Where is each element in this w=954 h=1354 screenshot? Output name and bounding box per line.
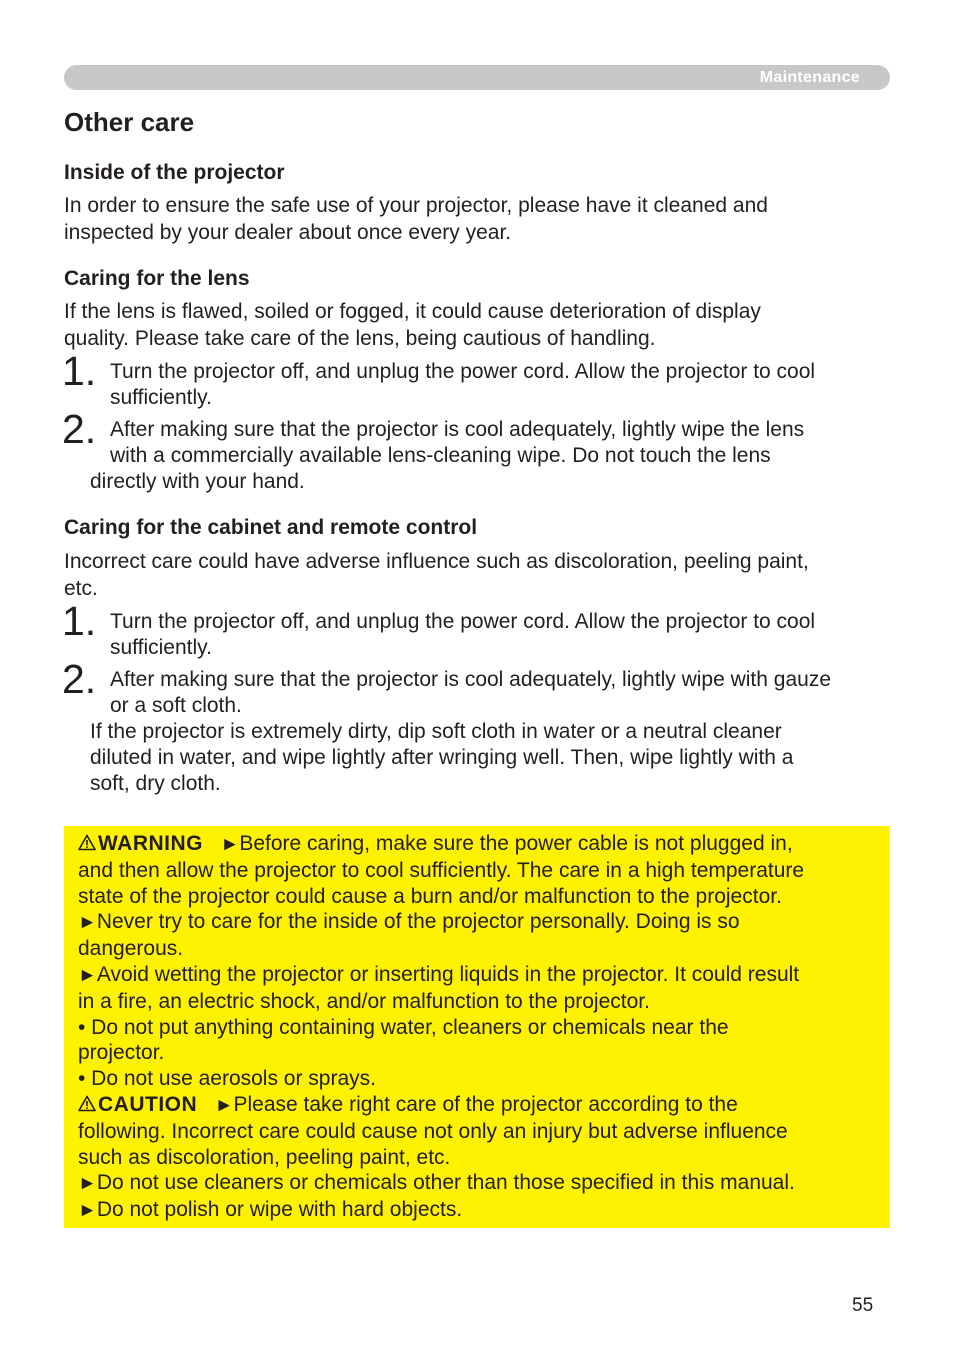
text-line: inspected by your dealer about once every year. [64,220,512,244]
text-line: Incorrect care could have adverse influence such as discoloration, peeling paint, [64,550,809,573]
section-text-cabinet [64,549,892,602]
caution-line [78,1092,876,1119]
step-text: Turn the projector off, and unplug the power cord. Allow the projector to cool [110,360,816,383]
text-line: etc. [64,576,98,600]
step-text: diluted in water, and wipe lightly after wringing well. Then, wipe lightly with a [90,746,794,769]
warning-text: state of the projector could cause a burn and/or malfunction to the projector. [78,884,782,908]
step-text: After making sure that the projector is cool adequately, lightly wipe with gauze [110,668,831,691]
page-number: 55 [852,1295,874,1316]
caution-text: such as discoloration, peeling paint, etc. [78,1145,451,1169]
step-text: sufficiently. [110,386,212,409]
section-cabinet [64,515,892,797]
warning-triangle-icon [78,834,96,851]
text-line: quality. Please take care of the lens, being cautious of handling. [64,326,656,350]
arrow-icon: ► [78,964,97,986]
warning-text: projector. [78,1041,165,1065]
warning-text: • Do not put anything containing water, cleaners or chemicals near the [78,1015,729,1039]
warning-box [64,826,890,1228]
text-line: If the lens is flawed, soiled or fogged, it could cause deterioration of display [64,300,761,323]
arrow-icon: ► [78,912,97,934]
caution-triangle-icon [78,1095,96,1112]
lens-step-2 [62,406,892,469]
caution-text: Do not use cleaners or chemicals other than those specified in this manual. [96,1171,795,1195]
step-text: After making sure that the projector is cool adequately, lightly wipe the lens [110,418,805,441]
step-text: with a commercially available lens-cleaning wipe. Do not touch the lens [110,444,771,467]
section-text-inside [64,193,892,246]
arrow-icon: ► [78,1200,97,1222]
section-title-cabinet: Caring for the cabinet and remote control [64,516,478,539]
section-header-bar [64,65,890,90]
caution-text: following. Incorrect care could cause not only an injury but adverse influence [78,1119,788,1143]
warning-line [78,831,876,858]
caution-line [78,1170,876,1197]
cabinet-step-2-continuation [64,719,892,797]
arrow-icon: ► [220,834,240,855]
step-number: 2. [62,406,97,452]
caution-label: CAUTION [98,1092,198,1116]
step-text: or a soft cloth. [110,694,242,717]
step-text: Turn the projector off, and unplug the power cord. Allow the projector to cool [110,610,816,633]
warning-text: and then allow the projector to cool sufficiently. The care in a high temperature [78,858,805,882]
section-label: Maintenance [759,69,860,86]
lens-step-1 [62,348,892,411]
warning-text: Avoid wetting the projector or inserting liquids in the projector. It could result [96,962,800,986]
section-title-lens: Caring for the lens [64,267,250,290]
arrow-icon: ► [214,1094,234,1116]
caution-line [78,1197,876,1224]
text-line: In order to ensure the safe use of your projector, please have it cleaned and [64,194,768,217]
warning-label: WARNING [98,832,203,855]
cabinet-step-2 [62,656,892,719]
section-text-lens [64,299,892,352]
section-inside [64,160,892,246]
warning-line [78,909,876,936]
main-content [64,104,892,797]
section-title-inside: Inside of the projector [64,161,285,184]
step-number: 1. [62,598,97,644]
section-lens [64,266,892,495]
cabinet-step-1 [62,598,892,661]
arrow-icon: ► [78,1173,97,1195]
lens-step-2-continuation: directly with your hand. [90,470,305,493]
step-text: If the projector is extremely dirty, dip soft cloth in water or a neutral cleaner [90,720,782,743]
step-text: soft, dry cloth. [90,772,221,795]
warning-line [78,962,876,989]
caution-text: Do not polish or wipe with hard objects. [96,1198,463,1222]
step-number: 2. [62,656,97,702]
caution-text: Please take right care of the projector according to the [233,1092,738,1116]
page-title: Other care [64,107,195,137]
warning-text: Never try to care for the inside of the projector personally. Doing is so [96,910,740,934]
warning-text: in a fire, an electric shock, and/or malfunction to the projector. [78,989,650,1013]
warning-text: Before caring, make sure the power cable is not plugged in, [239,832,793,855]
warning-text: • Do not use aerosols or sprays. [78,1067,376,1091]
step-number: 1. [62,348,97,394]
warning-text: dangerous. [78,937,184,961]
step-text: sufficiently. [110,636,212,659]
